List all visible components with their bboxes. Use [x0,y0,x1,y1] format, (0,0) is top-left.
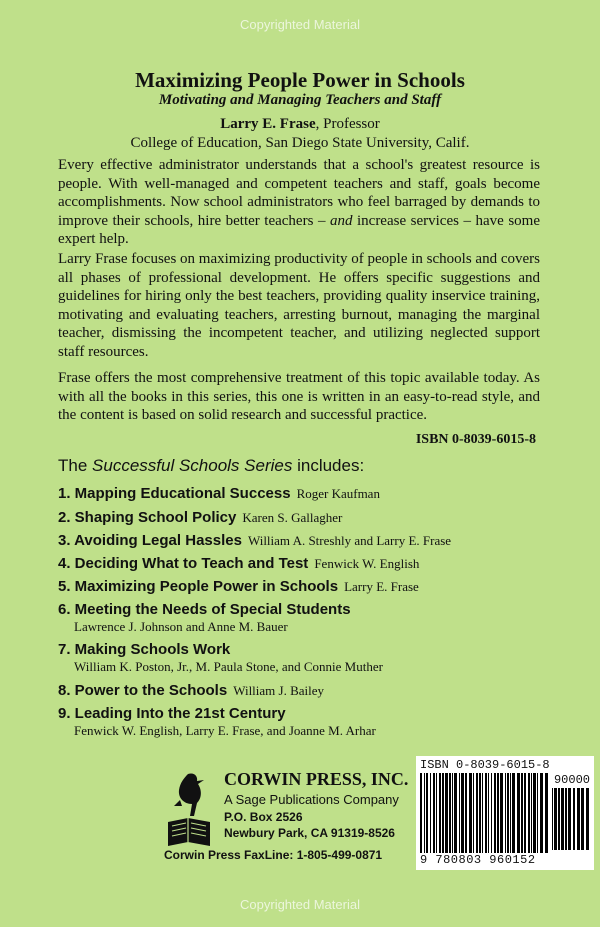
series-name: Successful Schools Series [92,456,293,475]
barcode-bar [445,773,448,853]
book-title: 6. Meeting the Needs of Special Students [58,601,351,618]
barcode-bar [507,773,509,853]
book-title: 5. Maximizing People Power in Schools [58,578,339,595]
series-book-5 [58,578,419,596]
barcode-bar [558,788,560,850]
series-suffix: includes: [297,456,365,475]
barcode-bar [528,773,530,853]
book-title: 8. Power to the Schools [58,682,228,699]
barcode-bar [430,773,431,853]
barcode-bar [510,773,511,853]
barcode-bar [521,773,523,853]
barcode-bar [586,788,589,850]
barcode-bar [424,773,425,853]
barcode-bar [494,773,496,853]
barcode-bar [565,788,567,850]
book-title: 4. Deciding What to Teach and Test [58,555,309,572]
series-book-7 [58,641,383,675]
barcode-bar [461,773,464,853]
barcode-bar [517,773,520,853]
barcode-bar [512,773,515,853]
barcode-addon-bars [552,788,590,850]
publisher-company: A Sage Publications Company [224,792,399,807]
barcode-bar [465,773,467,853]
raven-book-logo-icon [164,770,214,850]
author-role: , Professor [315,116,380,132]
barcode-price-code: 90000 [553,773,590,787]
barcode-bar [459,773,460,853]
barcode-bar [482,773,483,853]
watermark-top: Copyrighted Material [240,17,360,32]
book-title: 1. Mapping Educational Success [58,485,291,502]
barcode-bar [577,788,580,850]
series-book-6 [58,601,351,635]
series-heading [58,456,364,476]
barcode-bar [469,773,472,853]
series-prefix: The [58,456,88,475]
barcode-isbn: ISBN 0-8039-6015-8 [420,758,550,772]
barcode-bar [454,773,457,853]
barcode-bar [479,773,481,853]
barcode-bar [573,788,575,850]
barcode-bars [420,773,550,853]
barcode-bar [581,788,584,850]
barcode-bar [497,773,499,853]
description-paragraph-1: Every effective administrator understands that a school's greatest resource is people. With well-managed and competent teachers and staff, goals become accomplishments. Now school administrators who feel barraged by demands to improve their schools, hire better teachers – and increase services – have some expert help. [58,157,540,247]
publisher-city: Newbury Park, CA 91319-8526 [224,826,395,840]
barcode-bar [491,773,492,853]
barcode-bar [442,773,444,853]
series-book-3 [58,532,451,550]
book-author: Fenwick W. English, Larry E. Frase, and Joanne M. Arhar [74,723,376,738]
series-book-8 [58,682,324,700]
barcode-bar [500,773,503,853]
description-paragraph-3: Frase offers the most comprehensive treatment of this topic available today. As with all the books in this series, this one is written in an easy-to-read style, and the content is based on solid research and successful practice. [58,370,540,423]
barcode-bar [452,773,453,853]
barcode-bar [568,788,571,850]
barcode-bar [540,773,543,853]
barcode-bar [554,788,557,850]
barcode-bar [476,773,478,853]
barcode-bar [561,788,564,850]
book-title: 3. Avoiding Legal Hassles [58,532,242,549]
barcode-bar [552,788,553,850]
barcode-panel [416,756,594,870]
barcode-bar [524,773,526,853]
series-book-2 [58,509,342,527]
barcode-bar [436,773,437,853]
barcode-bar [533,773,536,853]
series-book-4 [58,555,419,573]
barcode-bar [420,773,422,853]
book-author: William J. Bailey [233,683,325,698]
book-title: Maximizing People Power in Schools [135,68,465,92]
barcode-bar [488,773,489,853]
book-title: 2. Shaping School Policy [58,509,237,526]
publisher-po-box: P.O. Box 2526 [224,810,303,824]
book-author: Fenwick W. English [314,556,420,571]
book-author: Karen S. Gallagher [242,510,343,525]
barcode-bar [433,773,435,853]
barcode-bar [449,773,451,853]
barcode-bar [439,773,441,853]
author-affiliation: College of Education, San Diego State University, Calif. [130,135,470,151]
barcode-bar [537,773,538,853]
series-book-1 [58,485,380,503]
book-author: William K. Poston, Jr., M. Paula Stone, and Connie Muther [74,659,383,674]
publisher-name: CORWIN PRESS, INC. [224,769,409,789]
publisher-fax: Corwin Press FaxLine: 1-805-499-0871 [164,848,383,862]
barcode-bar [505,773,506,853]
book-subtitle: Motivating and Managing Teachers and Staff [158,92,442,108]
watermark-bottom: Copyrighted Material [240,897,360,912]
barcode-bar [473,773,474,853]
author-line [0,116,600,133]
description-paragraph-2: Larry Frase focuses on maximizing productivity of people in schools and covers all phases of professional development. He offers specific suggestions and guidelines for hiring only the best teachers, providing quality inservice training, motivating and evaluating teachers, arresting burnout, managing the marginal teacher, dismissing the incompetent teacher, and utilizing neglected support staff resources. [58,251,540,360]
isbn-text: ISBN 0-8039-6015-8 [415,432,536,447]
book-author: Roger Kaufman [296,486,380,501]
book-author: Larry E. Frase [344,579,419,594]
series-book-9 [58,705,376,739]
book-author: Lawrence J. Johnson and Anne M. Bauer [74,619,288,634]
book-author: William A. Streshly and Larry E. Frase [247,533,452,548]
barcode-bar [485,773,487,853]
barcode-digits: 9 780803 960152 [420,853,536,867]
book-title: 7. Making Schools Work [58,641,231,658]
barcode-bar [545,773,548,853]
barcode-bar [426,773,428,853]
author-name: Larry E. Frase [220,116,316,132]
book-title: 9. Leading Into the 21st Century [58,705,286,722]
barcode-bar [531,773,532,853]
